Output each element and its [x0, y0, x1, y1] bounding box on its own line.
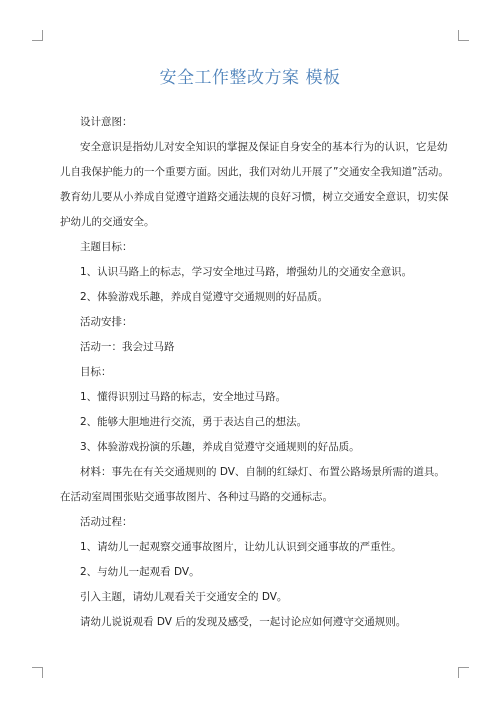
list-item: 1、懂得识别过马路的标志，安全地过马路。 — [80, 391, 287, 403]
crop-mark-top-right — [458, 30, 469, 41]
list-item: 1、请幼儿一起观察交通事故图片，让幼儿认识到交通事故的严重性。 — [80, 541, 402, 553]
paragraph-line: 儿自我保护能力的一个重要方面。因此，我们对幼儿开展了”交通安全我知道”活动。 — [60, 166, 449, 178]
paragraph-line: 材料：事先在有关交通规则的 DV、自制的红绿灯、布置公路场景所需的道具。 — [80, 466, 445, 478]
document-body — [60, 110, 449, 635]
paragraph-line: 在活动室周围张贴交通事故图片、各种过马路的交通标志。 — [60, 491, 333, 503]
paragraph-line: 教育幼儿要从小养成自觉遵守道路交通法规的良好习惯，树立交通安全意识，切实保 — [60, 191, 449, 203]
section-heading: 主题目标： — [80, 241, 133, 253]
section-heading: 设计意图： — [80, 116, 133, 128]
document-title: 安全工作整改方案 模板 — [159, 68, 341, 88]
paragraph-line: 引入主题，请幼儿观看关于交通安全的 DV。 — [80, 591, 288, 603]
list-item: 3、体验游戏扮演的乐趣，养成自觉遵守交通规则的好品质。 — [80, 441, 360, 453]
paragraph-line: 请幼儿说说观看 DV 后的发现及感受，一起讨论应如何遵守交通规则。 — [80, 616, 407, 628]
section-heading: 目标： — [80, 366, 112, 378]
paragraph-line: 安全意识是指幼儿对安全知识的掌握及保证自身安全的基本行为的认识，它是幼 — [80, 141, 448, 153]
section-heading: 活动安排： — [80, 316, 133, 328]
list-item: 1、认识马路上的标志，学习安全地过马路，增强幼儿的交通安全意识。 — [80, 266, 413, 278]
section-heading: 活动过程： — [80, 516, 133, 528]
crop-mark-bottom-left — [32, 667, 43, 678]
list-item: 2、体验游戏乐趣，养成自觉遵守交通规则的好品质。 — [80, 291, 329, 303]
list-item: 2、能够大胆地进行交流，勇于表达自己的想法。 — [80, 416, 308, 428]
subsection-heading: 活动一：我会过马路 — [80, 341, 175, 353]
list-item: 2、与幼儿一起观看 DV。 — [80, 566, 200, 578]
crop-mark-bottom-right — [458, 667, 469, 678]
paragraph-line: 护幼儿的交通安全。 — [60, 216, 155, 228]
crop-mark-top-left — [32, 30, 43, 41]
